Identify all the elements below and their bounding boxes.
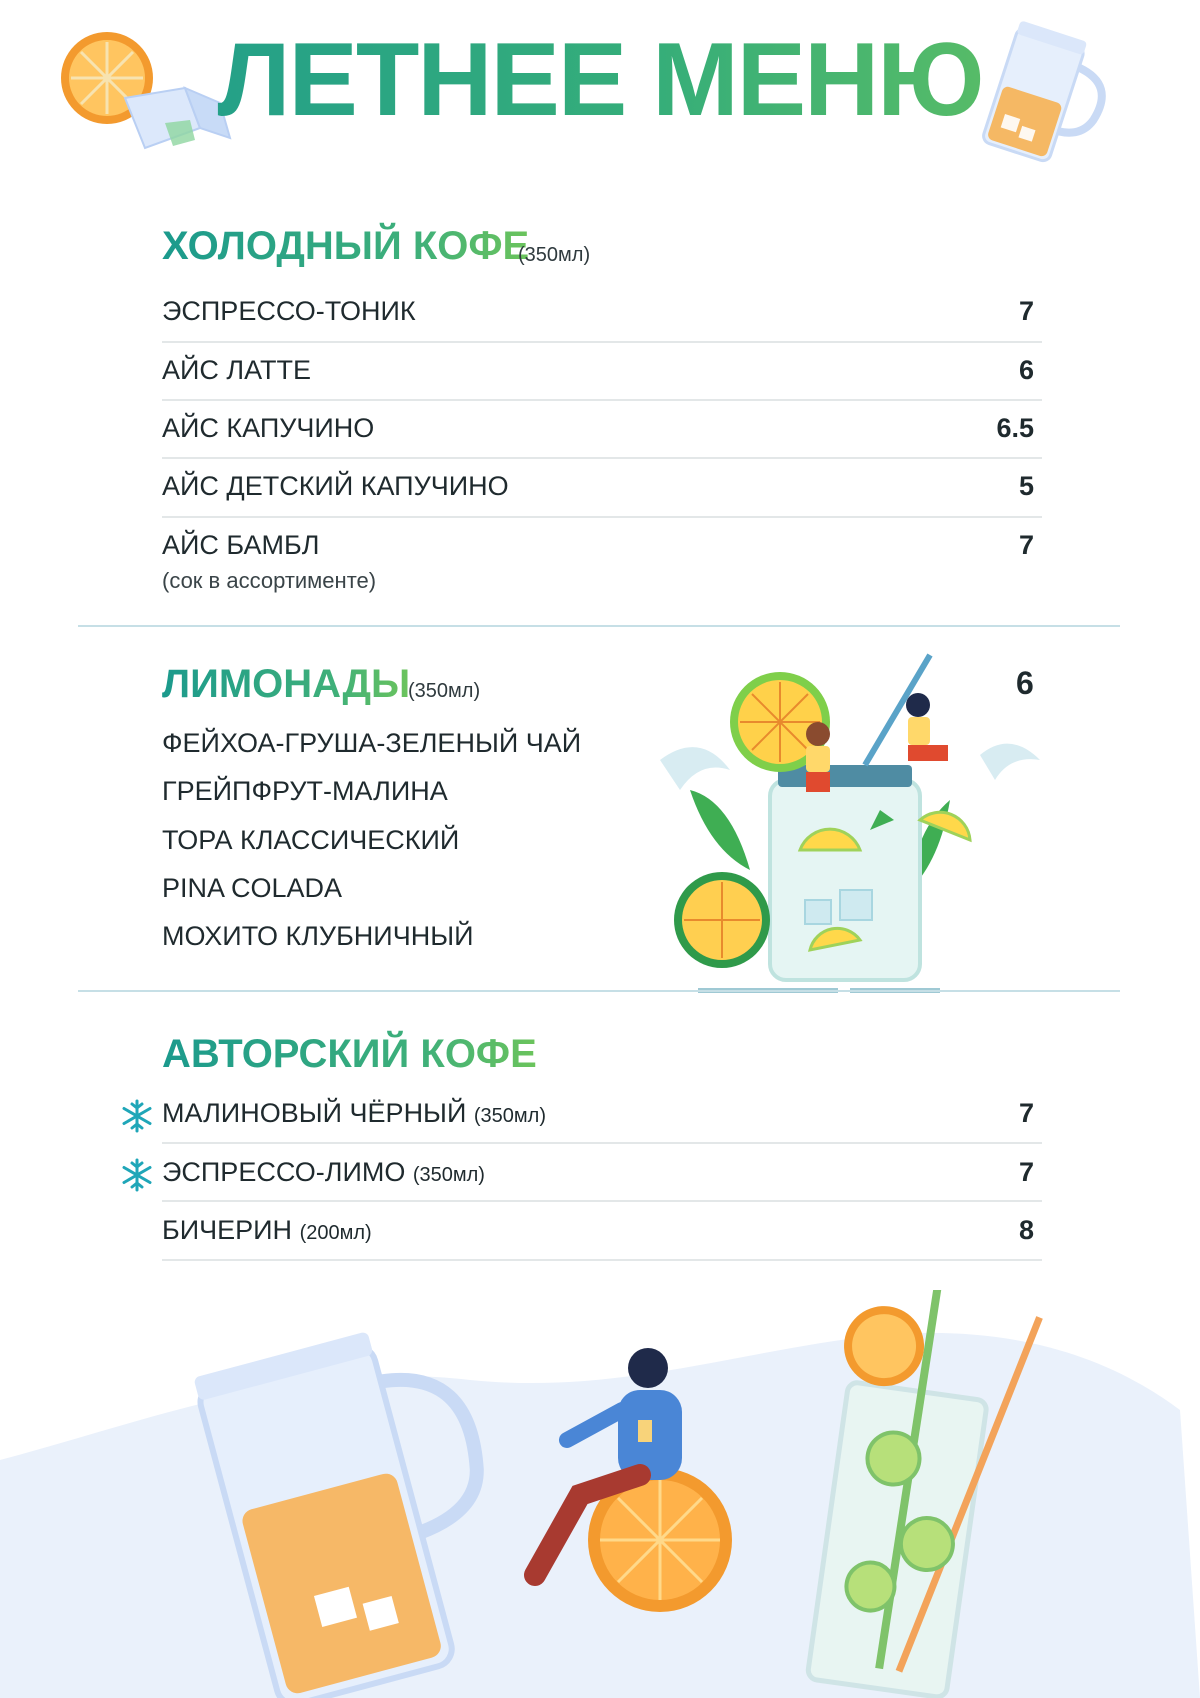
signature-coffee-title: АВТОРСКИЙ КОФЕ — [162, 1032, 537, 1076]
menu-item — [162, 284, 1042, 342]
menu-item — [162, 401, 1042, 459]
item-name: ЭСПРЕССО-ТОНИК — [162, 296, 416, 326]
item-price: 6 — [1018, 355, 1034, 385]
snowflake-icon — [120, 1158, 154, 1192]
menu-item — [162, 1203, 1042, 1261]
row-divider — [162, 1259, 1042, 1261]
lemonade-item: ФЕЙХОА-ГРУША-ЗЕЛЕНЫЙ ЧАЙ — [162, 728, 582, 758]
menu-item — [162, 1086, 1042, 1144]
menu-item — [162, 459, 1042, 517]
item-price: 6.5 — [996, 413, 1034, 443]
item-price: 7 — [1018, 530, 1034, 560]
row-divider — [162, 1200, 1042, 1202]
cold-coffee-title: ХОЛОДНЫЙ КОФЕ — [162, 224, 530, 268]
item-name: БИЧЕРИН — [162, 1215, 293, 1245]
cold-coffee-volume: (350мл) — [518, 244, 591, 266]
item-name: АЙС ДЕТСКИЙ КАПУЧИНО — [162, 471, 509, 501]
row-divider — [162, 1142, 1042, 1144]
item-name: АЙС ЛАТТЕ — [162, 355, 312, 385]
lemonades-price: 6 — [1016, 665, 1034, 701]
snowflake-icon — [120, 1099, 154, 1133]
lemonades-volume: (350мл) — [408, 680, 481, 702]
menu-item — [162, 343, 1042, 401]
item-price: 5 — [1018, 471, 1034, 501]
lemonade-item: PINA COLADA — [162, 873, 343, 903]
item-price: 7 — [1018, 296, 1034, 326]
lemonade-item: ГРЕЙПФРУТ-МАЛИНА — [162, 776, 448, 806]
item-name: МАЛИНОВЫЙ ЧЁРНЫЙ — [162, 1098, 467, 1128]
item-name: АЙС БАМБЛ — [162, 530, 320, 560]
item-name: АЙС КАПУЧИНО — [162, 413, 375, 443]
item-name: ЭСПРЕССО-ЛИМО — [162, 1157, 406, 1187]
page-title: ЛЕТНЕЕ МЕНЮ — [0, 18, 1200, 143]
item-volume: (350мл) — [412, 1164, 485, 1186]
section-divider — [78, 990, 1120, 992]
lemonade-item: МОХИТО КЛУБНИЧНЫЙ — [162, 921, 474, 951]
lemonades-title: ЛИМОНАДЫ — [162, 662, 411, 706]
lemonade-item: ТОРА КЛАССИЧЕСКИЙ — [162, 825, 460, 855]
item-price: 7 — [1018, 1157, 1034, 1187]
bottom-illustration — [0, 1290, 1200, 1698]
lemonade-jar-illustration — [650, 650, 1045, 1000]
item-price: 8 — [1018, 1215, 1034, 1245]
item-price: 7 — [1018, 1098, 1034, 1128]
menu-item — [162, 518, 1042, 598]
section-divider — [78, 625, 1120, 627]
item-volume: (350мл) — [473, 1105, 546, 1127]
menu-item — [162, 1145, 1042, 1203]
item-volume: (200мл) — [299, 1222, 372, 1244]
item-note: (сок в ассортименте) — [162, 568, 377, 593]
